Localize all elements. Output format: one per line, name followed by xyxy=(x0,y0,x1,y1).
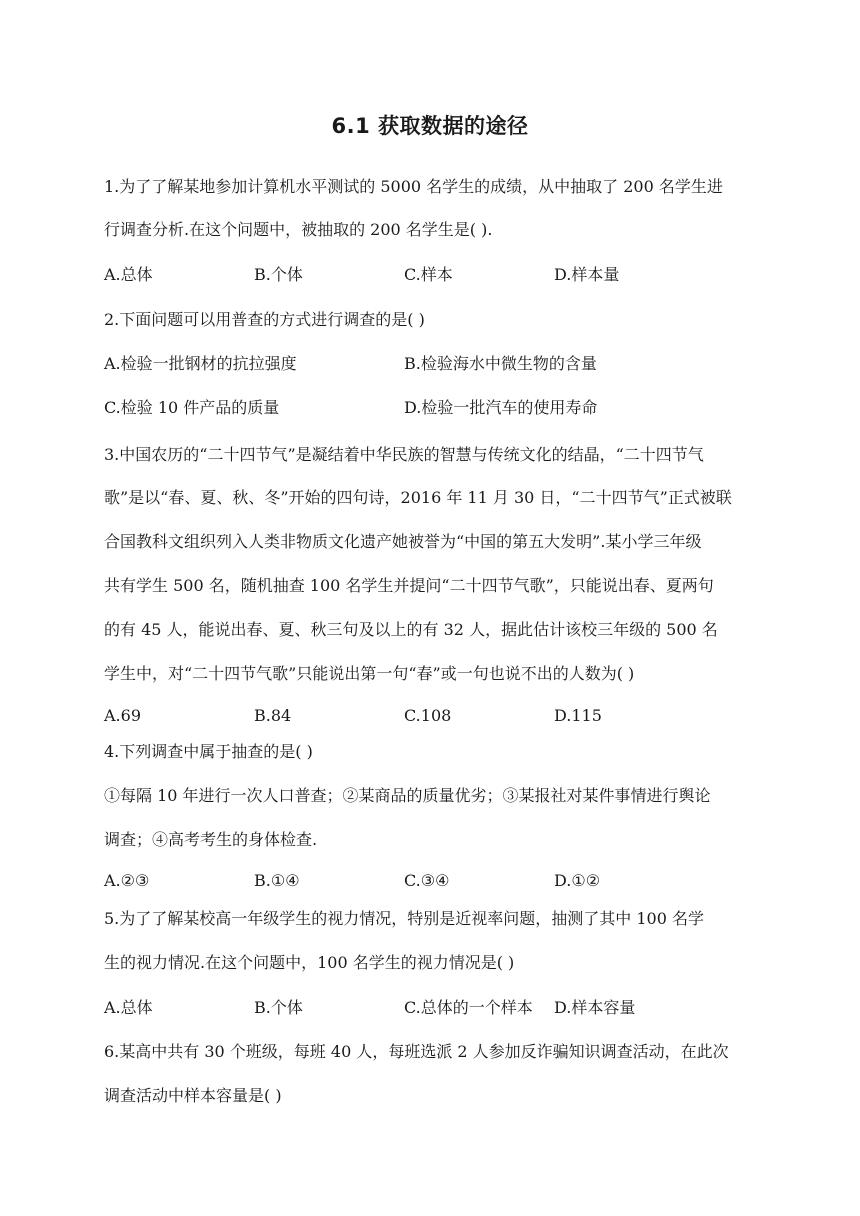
question-2-options-row-1 xyxy=(104,354,764,374)
question-6-line-2: 调查活动中样本容量是( ) xyxy=(104,1086,282,1105)
option-b: B.个体 xyxy=(254,265,303,284)
question-4-line-3: 调查；④高考考生的身体检查. xyxy=(104,830,318,849)
question-4-line-2: ①每隔 10 年进行一次人口普查；②某商品的质量优劣；③某报社对某件事情进行舆论 xyxy=(104,786,711,805)
question-5-line-2: 生的视力情况.在这个问题中，100 名学生的视力情况是( ) xyxy=(104,953,515,972)
option-b: B.检验海水中微生物的含量 xyxy=(404,354,597,373)
option-a: A.②③ xyxy=(104,871,150,890)
question-4-line-1: 4.下列调查中属于抽查的是( ) xyxy=(104,742,313,761)
option-d: D.样本容量 xyxy=(554,998,636,1017)
question-3-options xyxy=(104,706,764,726)
option-b: B.84 xyxy=(254,706,292,725)
question-3-line-1: 3.中国农历的“二十四节气”是凝结着中华民族的智慧与传统文化的结晶，“二十四节气 xyxy=(104,445,704,464)
option-c: C.检验 10 件产品的质量 xyxy=(104,398,280,417)
question-3-line-3: 合国教科文组织列入人类非物质文化遗产她被誉为“中国的第五大发明”.某小学三年级 xyxy=(104,532,702,551)
question-4-options xyxy=(104,871,764,891)
option-b: B.①④ xyxy=(254,871,300,890)
option-c: C.总体的一个样本 xyxy=(404,998,533,1017)
option-a: A.总体 xyxy=(104,265,153,284)
question-3-line-6: 学生中，对“二十四节气歌”只能说出第一句“春”或一句也说不出的人数为( ) xyxy=(104,664,635,683)
question-1-options xyxy=(104,265,764,285)
option-c: C.样本 xyxy=(404,265,453,284)
option-a: A.检验一批钢材的抗拉强度 xyxy=(104,354,297,373)
question-1-line-1: 1.为了了解某地参加计算机水平测试的 5000 名学生的成绩，从中抽取了 200 名学生进 xyxy=(104,177,723,196)
option-d: D.样本量 xyxy=(554,265,620,284)
question-1-line-2: 行调查分析.在这个问题中，被抽取的 200 名学生是( ). xyxy=(104,220,493,239)
option-b: B.个体 xyxy=(254,998,303,1017)
option-d: D.115 xyxy=(554,706,602,725)
option-a: A.总体 xyxy=(104,998,153,1017)
option-d: D.①② xyxy=(554,871,601,890)
question-6-line-1: 6.某高中共有 30 个班级，每班 40 人，每班选派 2 人参加反诈骗知识调查活动，在此次 xyxy=(104,1042,729,1061)
question-2-line-1: 2.下面问题可以用普查的方式进行调查的是( ) xyxy=(104,310,425,329)
question-3-line-2: 歌”是以“春、夏、秋、冬”开始的四句诗，2016 年 11 月 30 日，“二十四节气”正式被联 xyxy=(104,488,732,507)
question-3-line-4: 共有学生 500 名，随机抽查 100 名学生并提问“二十四节气歌”，只能说出春、夏两句 xyxy=(104,576,714,595)
question-3-line-5: 的有 45 人，能说出春、夏、秋三句及以上的有 32 人，据此估计该校三年级的 500 名 xyxy=(104,620,718,639)
option-c: C.108 xyxy=(404,706,452,725)
question-5-line-1: 5.为了了解某校高一年级学生的视力情况，特别是近视率问题，抽测了其中 100 名学 xyxy=(104,909,704,928)
option-d: D.检验一批汽车的使用寿命 xyxy=(404,398,598,417)
option-a: A.69 xyxy=(104,706,141,725)
page-title: 6.1 获取数据的途径 xyxy=(331,114,529,138)
option-c: C.③④ xyxy=(404,871,450,890)
question-5-options xyxy=(104,998,764,1018)
question-2-options-row-2 xyxy=(104,398,764,418)
